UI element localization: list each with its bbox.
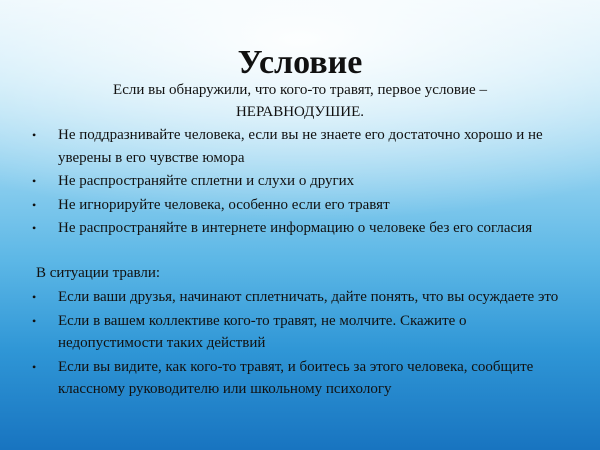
list-item-text: Если в вашем коллективе кого-то травят, не молчите. Скажите о недопустимости таких действий xyxy=(58,312,467,351)
bullet-icon: • xyxy=(32,128,37,142)
list-item xyxy=(28,356,568,401)
list-item-text: Не игнорируйте человека, особенно если его травят xyxy=(58,196,390,213)
slide-title: Условие xyxy=(237,44,363,81)
bullet-icon: • xyxy=(32,221,37,235)
intro-text xyxy=(40,79,560,123)
list-item xyxy=(28,124,568,169)
bullet-icon: • xyxy=(32,313,37,328)
actions-list xyxy=(28,286,568,402)
list-item-text: Не поддразнивайте человека, если вы не знаете его достаточно хорошо и не уверены в его чувстве юмора xyxy=(58,127,543,166)
list-item xyxy=(28,170,568,193)
subheading: В ситуации травли: xyxy=(36,265,161,281)
bullet-icon: • xyxy=(32,359,37,374)
list-item xyxy=(28,194,568,217)
bullet-icon: • xyxy=(32,290,37,304)
list-item-text: Не распространяйте сплетни и слухи о других xyxy=(58,173,355,189)
list-item xyxy=(28,310,568,355)
bullet-icon: • xyxy=(32,174,37,188)
bullet-icon: • xyxy=(32,197,37,212)
rules-list xyxy=(28,124,568,241)
list-item-text: Если ваши друзья, начинают сплетничать, дайте понять, что вы осуждаете это xyxy=(58,289,559,305)
intro-line-1: Если вы обнаружили, что кого-то травят, первое условие – xyxy=(113,82,487,98)
list-item xyxy=(28,217,568,240)
list-item-text: Если вы видите, как кого-то травят, и боитесь за этого человека, сообщите классному руководителю или школьному психологу xyxy=(58,358,534,397)
list-item-text: Не распространяйте в интернете информацию о человеке без его согласия xyxy=(58,220,533,236)
intro-line-2: НЕРАВНОДУШИЕ. xyxy=(235,104,365,120)
list-item xyxy=(28,286,568,309)
